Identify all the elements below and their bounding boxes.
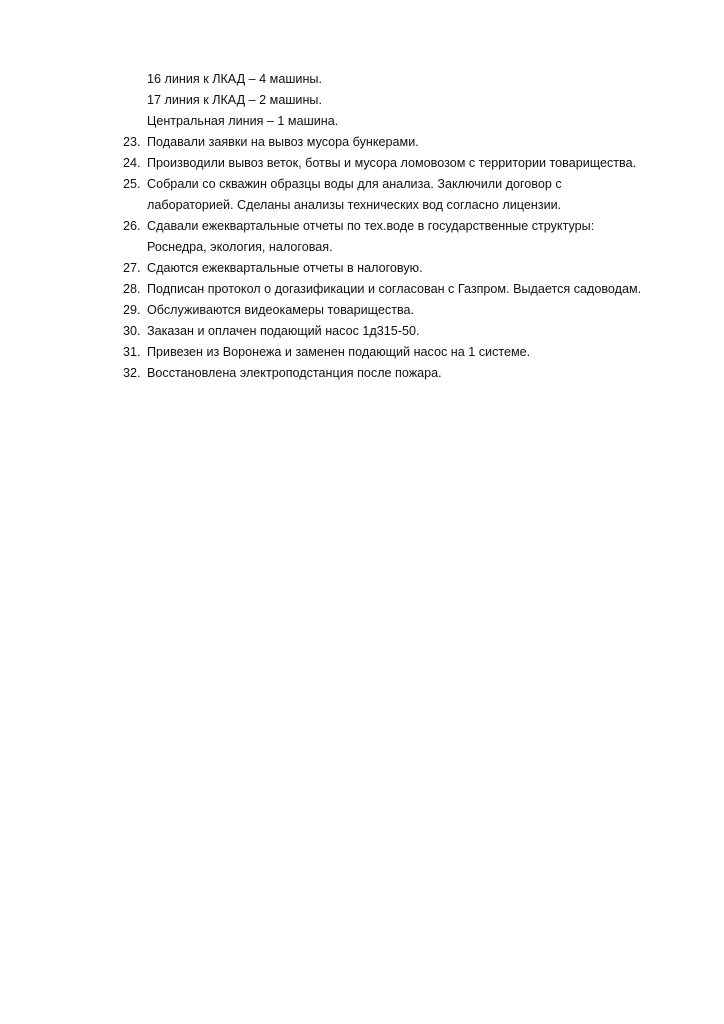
item-number: 31. [123, 345, 141, 359]
item-text: Сдаются ежеквартальные отчеты в налоговую. [147, 261, 423, 275]
document-body [123, 69, 698, 384]
list-item [123, 132, 698, 153]
continuation-line [123, 69, 698, 90]
item-text: Подавали заявки на вывоз мусора бункерами. [147, 135, 419, 149]
item-text: Собрали со скважин образцы воды для анализа. Заключили договор с [147, 177, 562, 191]
item-number: 27. [123, 261, 141, 275]
list-item [123, 300, 698, 321]
continuation-text: Центральная линия – 1 машина. [147, 114, 339, 128]
item-number: 26. [123, 219, 141, 233]
list-item-continuation [123, 237, 698, 258]
list-item [123, 216, 698, 237]
item-text: Производили вывоз веток, ботвы и мусора ломовозом с территории товарищества. [147, 156, 637, 170]
list-item [123, 174, 698, 195]
continuation-line [123, 90, 698, 111]
item-text: Заказан и оплачен подающий насос 1д315-50. [147, 324, 420, 338]
list-item [123, 321, 698, 342]
item-text: Обслуживаются видеокамеры товарищества. [147, 303, 415, 317]
item-number: 29. [123, 303, 141, 317]
item-number: 30. [123, 324, 141, 338]
item-number: 28. [123, 282, 141, 296]
list-item [123, 153, 698, 174]
list-item [123, 363, 698, 384]
item-number: 32. [123, 366, 141, 380]
item-text: Сдавали ежеквартальные отчеты по тех.воде в государственные структуры: [147, 219, 595, 233]
list-item [123, 279, 698, 300]
continuation-line [123, 111, 698, 132]
continuation-text: 17 линия к ЛКАД – 2 машины. [147, 93, 322, 107]
item-number: 24. [123, 156, 141, 170]
item-number: 23. [123, 135, 141, 149]
item-text: Роснедра, экология, налоговая. [147, 240, 333, 254]
item-text: лабораторией. Сделаны анализы технических вод согласно лицензии. [147, 198, 562, 212]
item-text: Подписан протокол о догазификации и согласован с Газпром. Выдается садоводам. [147, 282, 642, 296]
list-item [123, 258, 698, 279]
item-text: Привезен из Воронежа и заменен подающий насос на 1 системе. [147, 345, 531, 359]
item-number: 25. [123, 177, 141, 191]
item-text: Восстановлена электроподстанция после пожара. [147, 366, 442, 380]
continuation-text: 16 линия к ЛКАД – 4 машины. [147, 72, 322, 86]
list-item [123, 342, 698, 363]
list-item-continuation [123, 195, 698, 216]
